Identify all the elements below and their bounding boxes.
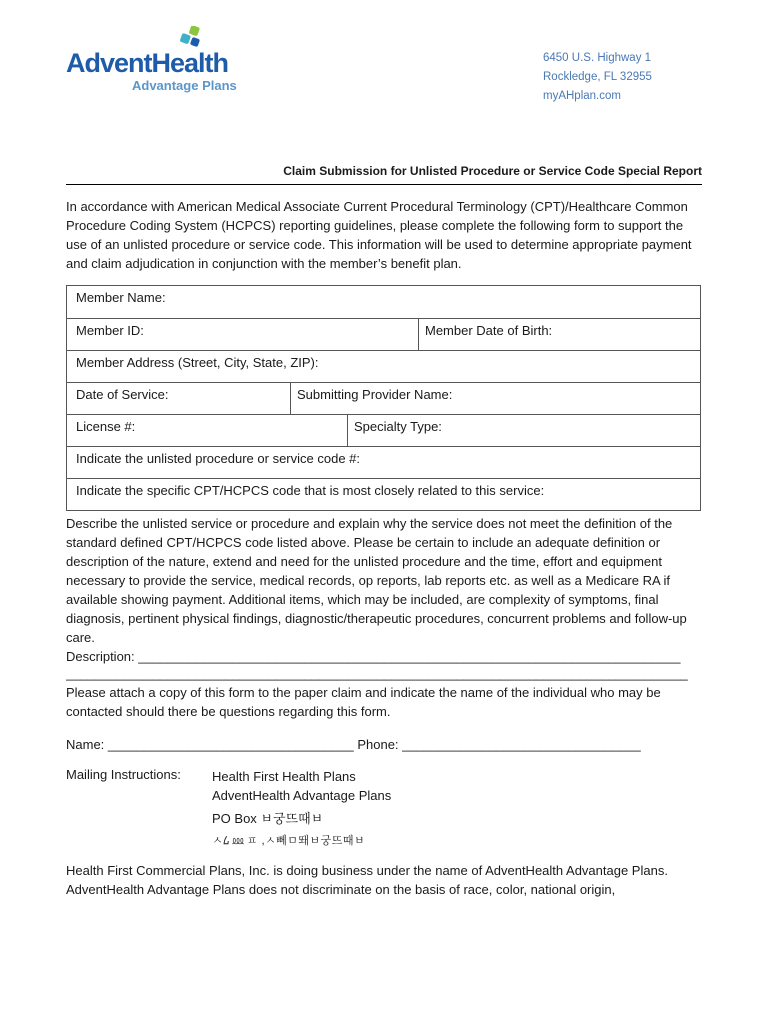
mailing-line-1: Health First Health Plans (212, 769, 356, 784)
related-code-field[interactable]: Indicate the specific CPT/HCPCS code that is most closely related to this service: (76, 483, 545, 498)
mailing-instructions-label: Mailing Instructions: (66, 767, 181, 782)
address-line-1: 6450 U.S. Highway 1 (543, 52, 652, 64)
specialty-type-field[interactable]: Specialty Type: (347, 415, 700, 446)
company-address (543, 49, 652, 106)
member-name-field[interactable]: Member Name: (76, 290, 166, 305)
description-field-line-2[interactable]: ______________________________________________________________________________________ (66, 666, 688, 681)
unlisted-code-field[interactable]: Indicate the unlisted procedure or service code #: (76, 451, 361, 466)
form-row-related-code (67, 478, 700, 510)
logo-subtitle: Advantage Plans (132, 78, 237, 93)
report-title: Claim Submission for Unlisted Procedure or Service Code Special Report (283, 164, 702, 178)
intro-paragraph: In accordance with American Medical Associate Current Procedural Terminology (CPT)/Healthcare Common Procedure Coding System (HCPCS) reporting guidelines, please complete the following form to support the use of an unlisted procedure or service code. This information will be used to determine appropriate payment and claim adjudication in conjunction with the member’s benefit plan. (66, 199, 692, 271)
form-row-service (67, 382, 700, 414)
form-row-unlisted-code (67, 446, 700, 478)
mailing-city-line: ㅅ᠘ ⅏ ㅍ ,ㅅ뻬ㅁ뙈ㅂ궁뜨때ㅂ (212, 835, 366, 847)
member-address-field[interactable]: Member Address (Street, City, State, ZIP): (76, 355, 319, 370)
describe-instructions: Describe the unlisted service or procedure and explain why the service does not meet the definition of the standard defined CPT/HCPCS code listed above. Please be certain to include an adequate definition or description of the nature, extend and need for the unlisted procedure and the time, effort and equipment necessary to provide the service, medical records, op reports, lab reports etc. as well as a Medicare RA if available showing payment. Additional items, which may be included, are complexity of symptoms, final diagnosis, pertinent physical findings, diagnostic/therapeutic procedures, concurrent problems and follow-up care. (66, 516, 687, 645)
contact-name-phone-field[interactable]: Name: __________________________________ Phone: _________________________________ (66, 737, 641, 752)
date-of-service-field[interactable]: Date of Service: (76, 387, 169, 402)
title-divider (66, 184, 702, 185)
nondiscrimination-notice: Health First Commercial Plans, Inc. is doing business under the name of AdventHealth Advantage Plans. AdventHealth Advantage Plans does not discriminate on the basis of race, color, national origin, (66, 863, 668, 897)
member-info-form (66, 285, 701, 511)
member-dob-field[interactable]: Member Date of Birth: (418, 319, 700, 350)
form-row-member-id (67, 318, 700, 350)
license-field[interactable]: License #: (76, 419, 136, 434)
website-link[interactable]: myAHplan.com (543, 90, 621, 102)
mailing-po-box: PO Box ㅂ궁뜨때ㅂ (212, 811, 324, 826)
address-line-2: Rockledge, FL 32955 (543, 71, 652, 83)
mailing-line-2: AdventHealth Advantage Plans (212, 788, 392, 803)
company-logo (66, 26, 256, 96)
logo-mark-icon (178, 26, 202, 50)
submitting-provider-field[interactable]: Submitting Provider Name: (290, 383, 700, 414)
form-row-member-address (67, 350, 700, 382)
description-field[interactable]: Description: ___________________________________________________________________________ (66, 649, 681, 664)
mailing-address (212, 767, 391, 851)
member-id-field[interactable]: Member ID: (76, 323, 144, 338)
attach-instructions: Please attach a copy of this form to the paper claim and indicate the name of the individual who may be contacted should there be questions regarding this form. (66, 685, 661, 719)
form-row-license (67, 414, 700, 446)
form-row-member-name (67, 286, 700, 318)
logo-name: AdventHealth (66, 48, 229, 78)
